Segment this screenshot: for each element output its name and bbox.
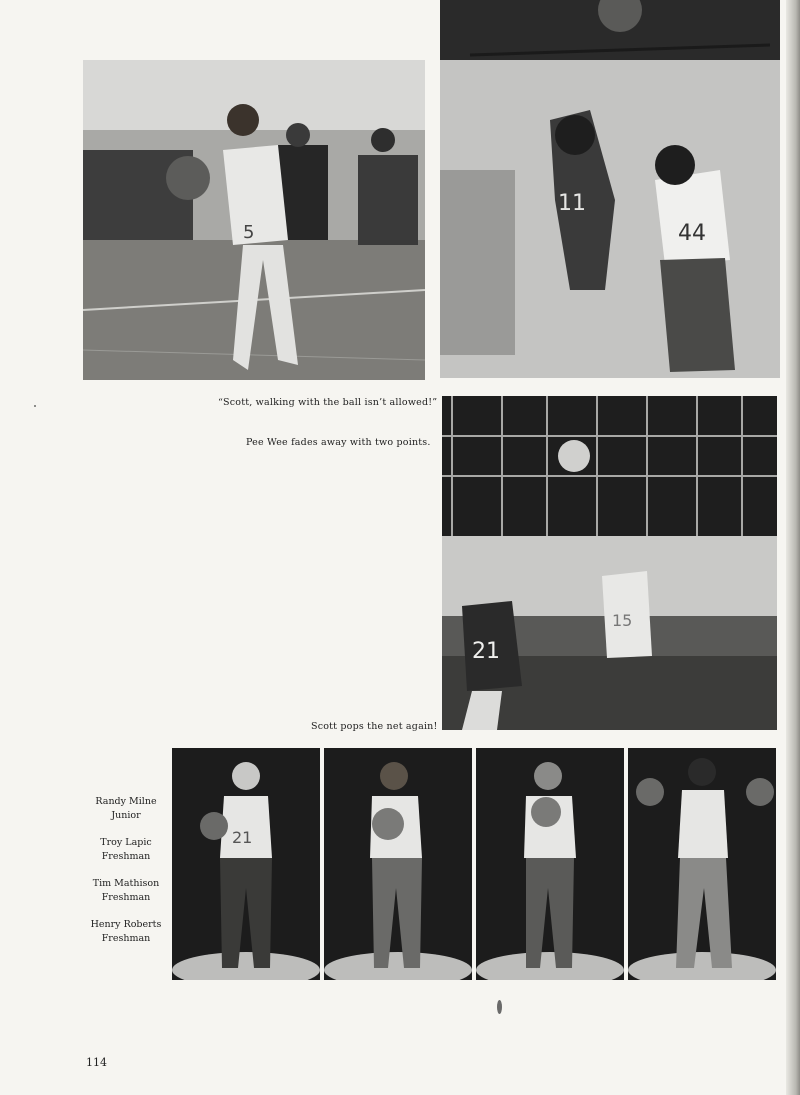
roster-year: Freshman bbox=[101, 851, 151, 862]
print-speck bbox=[34, 405, 36, 407]
roster-name: Tim Mathison bbox=[92, 878, 160, 889]
svg-text:5: 5 bbox=[243, 222, 255, 243]
portrait-tim-mathison bbox=[476, 748, 624, 980]
caption-pee-wee: Pee Wee fades away with two points. bbox=[246, 437, 431, 448]
roster-name: Henry Roberts bbox=[90, 919, 162, 930]
photo-jump-shot bbox=[442, 396, 777, 730]
page-edge bbox=[786, 0, 800, 1095]
roster-list bbox=[80, 795, 172, 959]
caption-scott-walking: “Scott, walking with the ball isn’t allowed!” bbox=[218, 397, 438, 408]
photo-scott-dribbling bbox=[83, 60, 425, 380]
roster-entry bbox=[80, 918, 172, 946]
svg-text:21: 21 bbox=[472, 639, 500, 664]
svg-text:21: 21 bbox=[232, 828, 253, 847]
svg-text:44: 44 bbox=[678, 221, 706, 246]
svg-text:11: 11 bbox=[558, 191, 586, 216]
portrait-troy-lapic bbox=[324, 748, 472, 980]
roster-name: Troy Lapic bbox=[100, 837, 152, 848]
portrait-henry-roberts bbox=[628, 748, 776, 980]
portrait-randy-milne bbox=[172, 748, 320, 980]
roster-year: Junior bbox=[111, 810, 141, 821]
caption-scott-pops: Scott pops the net again! bbox=[311, 721, 438, 732]
print-speck bbox=[497, 1000, 502, 1014]
roster-year: Freshman bbox=[101, 892, 151, 903]
page-number: 114 bbox=[86, 1056, 107, 1069]
roster-name: Randy Milne bbox=[95, 796, 157, 807]
roster-year: Freshman bbox=[101, 933, 151, 944]
roster-entry bbox=[80, 877, 172, 905]
photo-jump-ball bbox=[440, 0, 780, 378]
roster-entry bbox=[80, 836, 172, 864]
roster-entry bbox=[80, 795, 172, 823]
svg-text:15: 15 bbox=[612, 611, 633, 630]
